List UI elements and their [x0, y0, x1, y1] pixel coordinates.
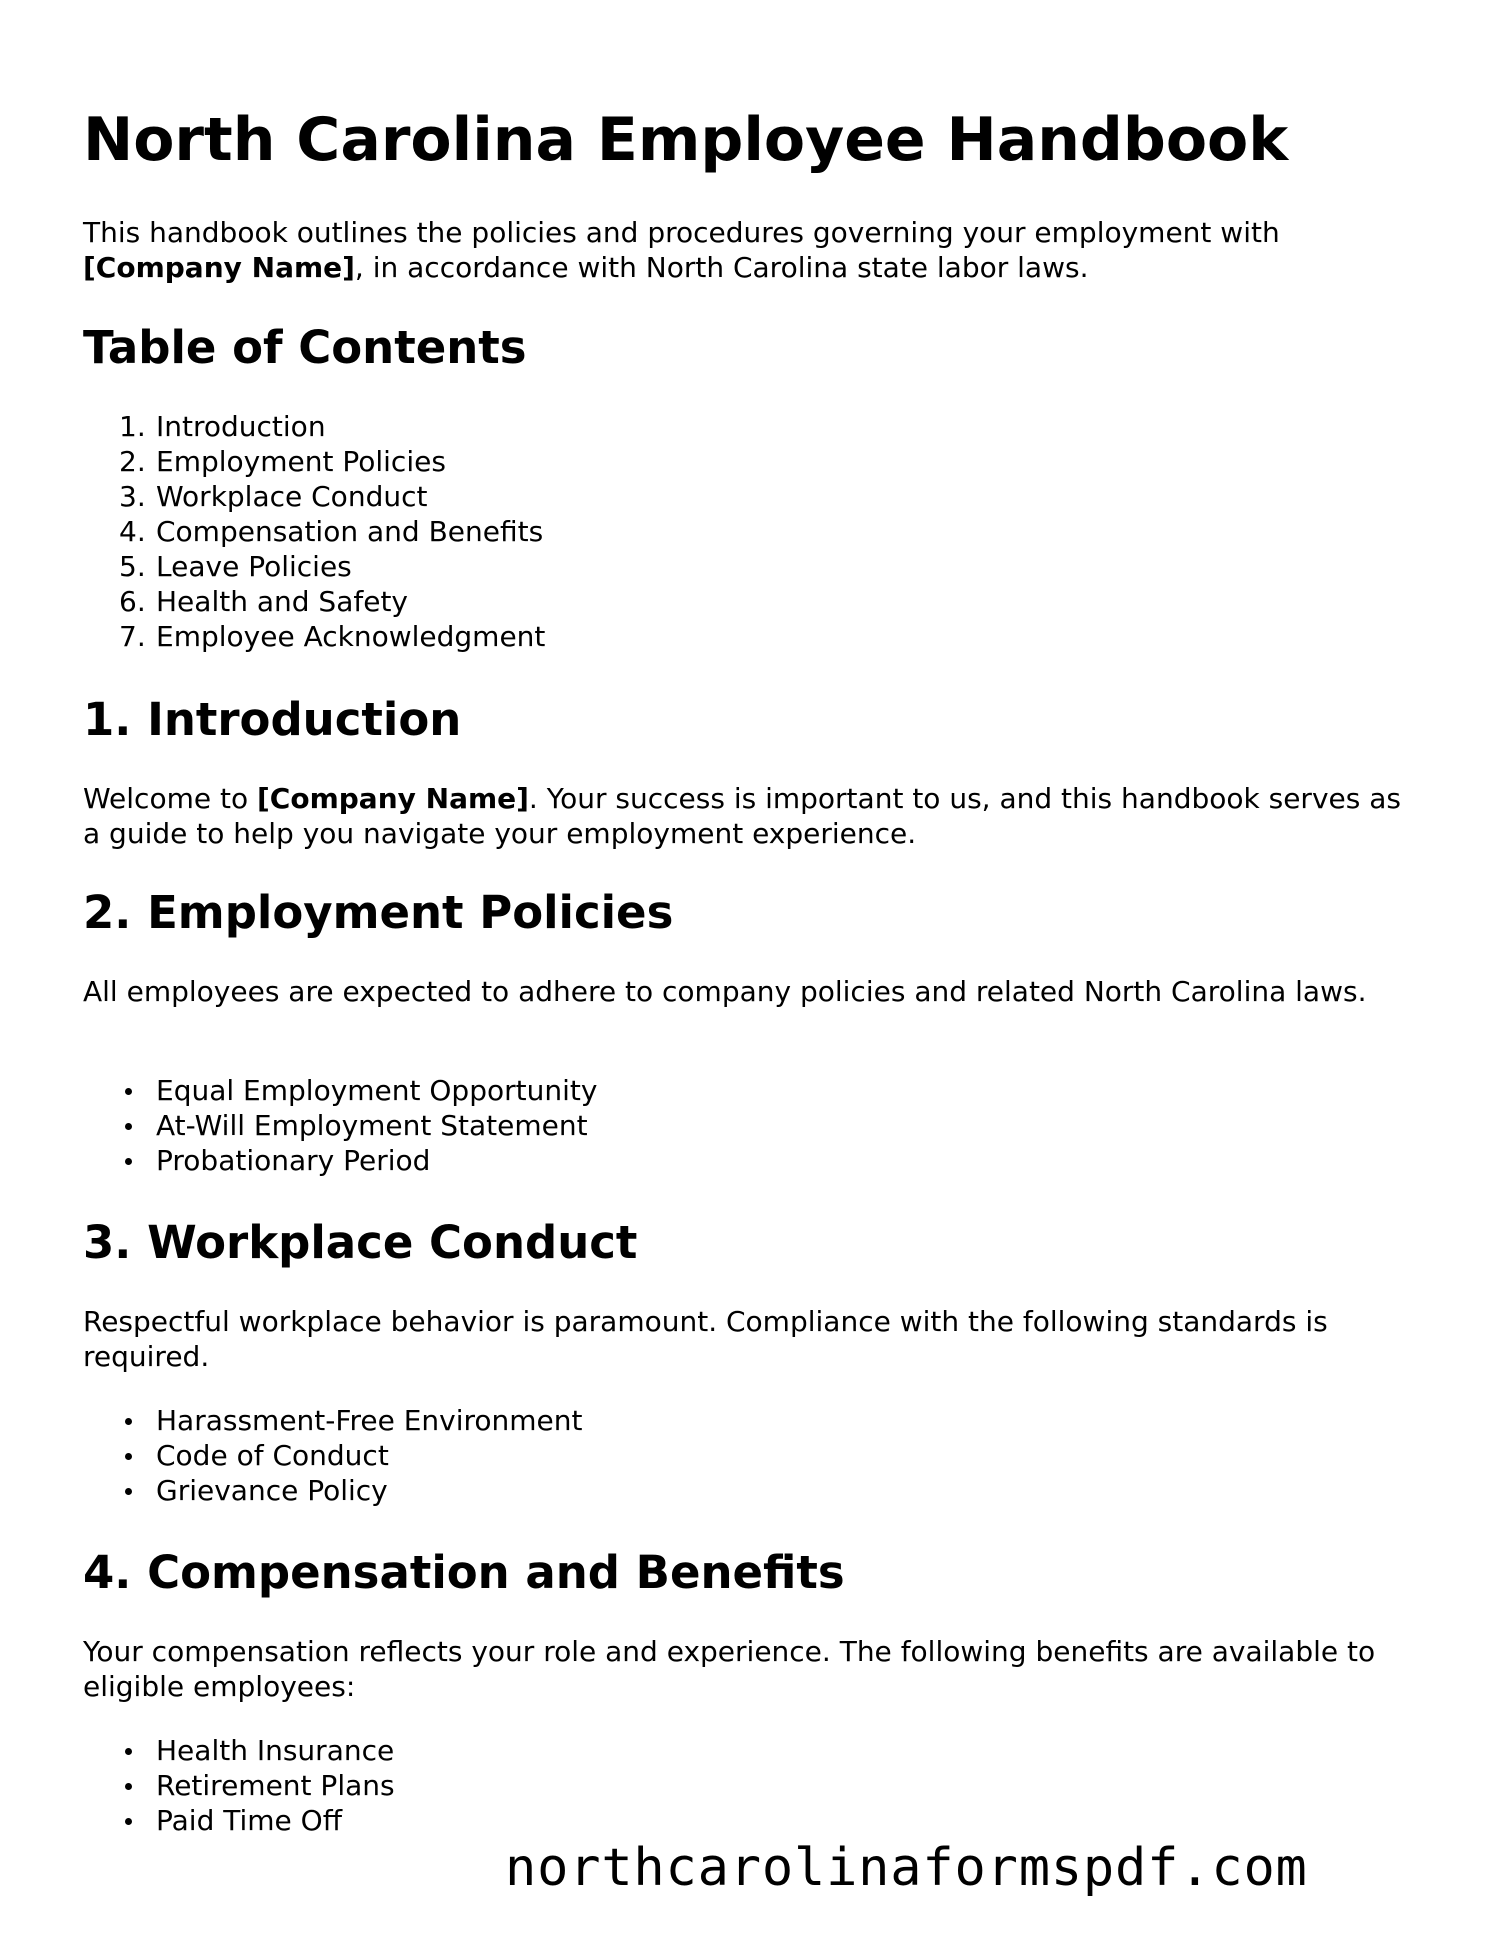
- section-3-list: [83, 1403, 583, 1508]
- toc-item-label: Leave Policies: [156, 550, 352, 583]
- toc-list: [83, 409, 545, 654]
- toc-item-label: Employee Acknowledgment: [156, 620, 546, 653]
- toc-item-number: 4.: [119, 515, 146, 548]
- section-1-paragraph: [83, 781, 1423, 851]
- toc-item: [83, 514, 545, 549]
- list-item: Equal Employment Opportunity: [83, 1073, 597, 1108]
- section-2-paragraph: All employees are expected to adhere to company policies and related North Carolina laws.: [83, 975, 1367, 1008]
- section-1-text-before: Welcome to: [83, 782, 257, 815]
- toc-item-number: 2.: [119, 445, 146, 478]
- section-1-text-after: . Your success is important to us, and this handbook serves as a guide to help you navigate your employment experience.: [83, 782, 1401, 850]
- intro-text-after: , in accordance with North Carolina state labor laws.: [354, 251, 1089, 284]
- company-name-placeholder: [Company Name]: [257, 782, 529, 815]
- list-item: Grievance Policy: [83, 1473, 583, 1508]
- toc-item-label: Compensation and Benefits: [156, 515, 544, 548]
- toc-item-number: 5.: [119, 550, 146, 583]
- toc-item: [83, 584, 545, 619]
- list-item: Code of Conduct: [83, 1438, 583, 1473]
- toc-item: [83, 619, 545, 654]
- section-1-heading: 1. Introduction: [83, 693, 462, 746]
- watermark: northcarolinaformspdf.com: [505, 1838, 1308, 1898]
- list-item: Paid Time Off: [83, 1803, 395, 1838]
- list-item: Health Insurance: [83, 1733, 395, 1768]
- list-item: Harassment-Free Environment: [83, 1403, 583, 1438]
- toc-item-number: 6.: [119, 585, 146, 618]
- toc-item: [83, 549, 545, 584]
- toc-item-label: Health and Safety: [156, 585, 408, 618]
- toc-item: [83, 444, 545, 479]
- section-4-paragraph: Your compensation reflects your role and experience. The following benefits are available to eligible employees:: [83, 1635, 1376, 1703]
- company-name-placeholder: [Company Name]: [83, 251, 355, 284]
- toc-item-label: Introduction: [156, 410, 326, 443]
- toc-item-number: 3.: [119, 480, 146, 513]
- intro-text-before: This handbook outlines the policies and procedures governing your employment with: [83, 216, 1280, 249]
- toc-item: [83, 409, 545, 444]
- list-item: Probationary Period: [83, 1143, 597, 1178]
- page-title: North Carolina Employee Handbook: [83, 105, 1289, 175]
- intro-paragraph: [83, 215, 1423, 285]
- section-3-heading: 3. Workplace Conduct: [83, 1216, 638, 1269]
- toc-item-number: 7.: [119, 620, 146, 653]
- list-item: Retirement Plans: [83, 1768, 395, 1803]
- section-4-list: [83, 1733, 395, 1838]
- section-4-heading: 4. Compensation and Benefits: [83, 1546, 845, 1599]
- list-item: At-Will Employment Statement: [83, 1108, 597, 1143]
- toc-item-label: Employment Policies: [156, 445, 446, 478]
- section-2-heading: 2. Employment Policies: [83, 886, 674, 939]
- toc-item: [83, 479, 545, 514]
- toc-item-number: 1.: [119, 410, 146, 443]
- section-3-paragraph: Respectful workplace behavior is paramount. Compliance with the following standards is required.: [83, 1305, 1328, 1373]
- toc-heading: Table of Contents: [83, 321, 527, 374]
- toc-item-label: Workplace Conduct: [156, 480, 428, 513]
- section-2-list: [83, 1073, 597, 1178]
